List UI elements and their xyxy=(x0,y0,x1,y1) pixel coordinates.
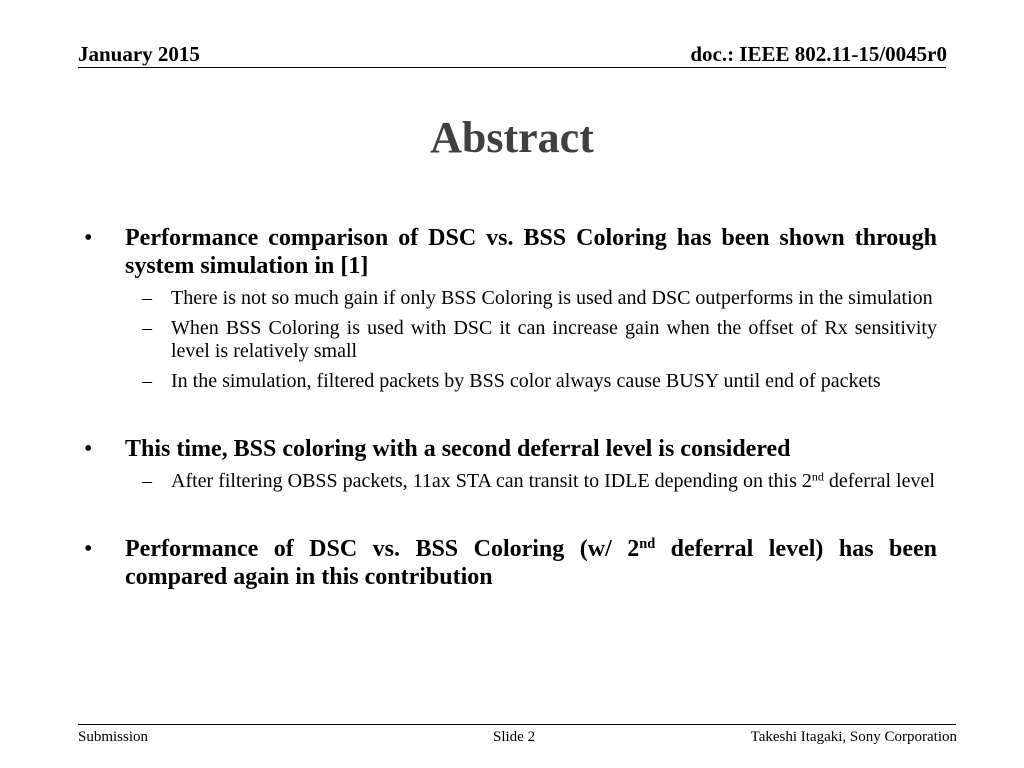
slide-body xyxy=(82,224,937,591)
bullet-2-text: This time, BSS coloring with a second deferral level is considered xyxy=(125,436,791,462)
bullet-2 xyxy=(82,435,937,463)
bullet-marker: • xyxy=(84,436,93,462)
bullet-3-text-post: deferral level) has been compared again in this contribution xyxy=(125,536,938,590)
sub-bullet-2-1-text-pre: After filtering OBSS packets, 11ax STA can transit to IDLE depending on this 2 xyxy=(171,470,812,492)
bullet-marker: • xyxy=(84,536,93,562)
sub-bullet-2-1 xyxy=(82,470,937,493)
sub-bullet-2-1-text-post: deferral level xyxy=(823,470,935,492)
bullet-1-text: Performance comparison of DSC vs. BSS Coloring has been shown through system simulation in [1] xyxy=(125,225,937,279)
sub-bullet-1-2 xyxy=(82,317,937,363)
sub-bullet-1-1-text: There is not so much gain if only BSS Coloring is used and DSC outperforms in the simulation xyxy=(171,287,933,309)
bullet-1 xyxy=(82,224,937,280)
sub-bullet-1-3 xyxy=(82,370,937,393)
dash-marker: – xyxy=(142,470,152,492)
footer-author: Takeshi Itagaki, Sony Corporation xyxy=(750,729,957,745)
sub-bullet-1-3-text: In the simulation, filtered packets by BSS color always cause BUSY until end of packets xyxy=(171,370,881,392)
bullet-3 xyxy=(82,535,937,591)
footer-slide-number: Slide 2 xyxy=(493,729,536,745)
spacer xyxy=(82,393,937,435)
spacer xyxy=(82,493,937,535)
dash-marker: – xyxy=(142,317,152,339)
header-doc-id: doc.: IEEE 802.11-15/0045r0 xyxy=(690,42,947,66)
footer-submission: Submission xyxy=(78,729,149,745)
sub-bullet-1-1 xyxy=(82,287,937,310)
ordinal-suffix: nd xyxy=(639,536,656,553)
bullet-3-text-pre: Performance of DSC vs. BSS Coloring (w/ 2 xyxy=(125,536,640,562)
dash-marker: – xyxy=(142,370,152,392)
sub-bullet-1-2-text: When BSS Coloring is used with DSC it can increase gain when the offset of Rx sensitivity level is relatively small xyxy=(171,317,937,362)
header-divider xyxy=(78,67,946,68)
header-date: January 2015 xyxy=(78,42,200,66)
bullet-marker: • xyxy=(84,225,93,251)
dash-marker: – xyxy=(142,287,152,309)
footer-divider xyxy=(78,724,956,725)
slide-title: Abstract xyxy=(430,113,594,162)
ordinal-suffix: nd xyxy=(811,469,824,484)
